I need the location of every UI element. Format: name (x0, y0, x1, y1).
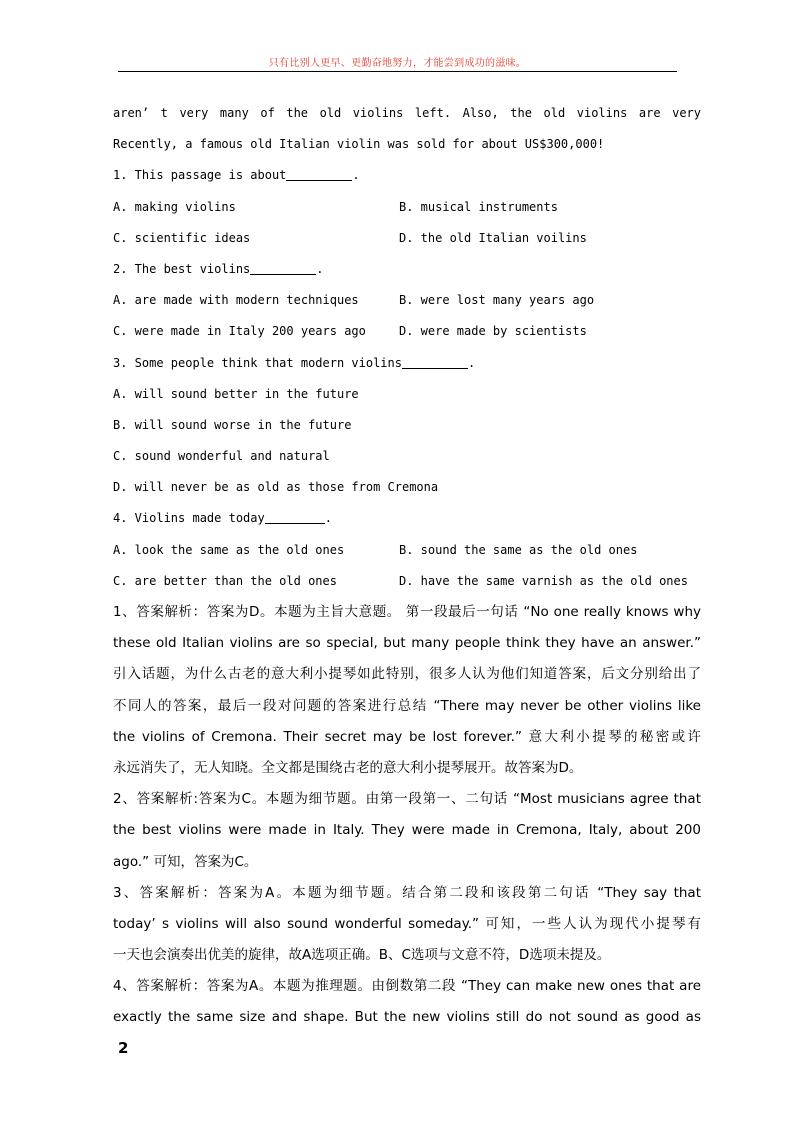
option: B. sound the same as the old ones (399, 542, 638, 557)
header-rule (118, 71, 677, 72)
answer-blank (250, 261, 316, 275)
option: C. sound wonderful and natural (113, 449, 330, 464)
answer-line: 3、答案解析：答案为A。本题为细节题。结合第二段和该段第二句话 “They say that (113, 884, 701, 901)
option: A. look the same as the old ones (113, 542, 345, 557)
answer-line: these old Italian violins are so special, but many people think they have an answer.” (113, 635, 701, 652)
option: C. are better than the old ones (113, 573, 337, 588)
answer-line: 不同人的答案，最后一段对问题的答案进行总结 “There may never be other violins like (113, 697, 701, 714)
answer-line: 1、答案解析：答案为D。本题为主旨大意题。 第一段最后一句话 “No one really knows why (113, 604, 701, 620)
answer-line: the best violins were made in Italy. They were made in Cremona, Italy, about 200 (113, 822, 701, 839)
option: B. will sound worse in the future (113, 417, 352, 432)
option: A. are made with modern techniques (113, 293, 359, 308)
question-stem: 3. Some people think that modern violins . (113, 355, 476, 370)
question-stem: 1. This passage is about . (113, 168, 360, 183)
option: D. were made by scientists (399, 324, 587, 339)
option: B. were lost many years ago (399, 293, 595, 308)
answer-line: 2、答案解析:答案为C。本题为细节题。由第一段第一、二句话 “Most musicians agree that (113, 791, 701, 808)
option-row (113, 225, 701, 256)
header-slogan: 只有比别人更早、更勤奋地努力，才能尝到成功的滋味。 (268, 58, 527, 69)
option: D. have the same varnish as the old ones (399, 573, 688, 588)
option-row (113, 537, 701, 568)
answer-line: 一天也会演奏出优美的旋律，故A选项正确。B、C选项与文意不符，D选项未提及。 (113, 947, 611, 964)
option: D. will never be as old as those from Cremona (113, 480, 439, 495)
option-row (113, 194, 701, 225)
option: D. the old Italian voilins (399, 230, 587, 245)
option-row (113, 287, 701, 318)
option: A. will sound better in the future (113, 386, 359, 401)
question-stem: 4. Violins made today . (113, 511, 332, 526)
option: C. were made in Italy 200 years ago (113, 324, 366, 339)
answer-blank (265, 510, 325, 524)
option-row (113, 318, 701, 349)
option: A. making violins (113, 199, 236, 214)
option-row (113, 568, 701, 599)
answer-blank (286, 167, 352, 181)
page-number: 2 (118, 1039, 129, 1057)
question-stem: 2. The best violins . (113, 261, 324, 276)
option: B. musical instruments (399, 199, 558, 214)
passage-line: aren’ t very many of the old violins left. Also, the old violins are very (113, 106, 701, 120)
answer-line: today’ s violins will also sound wonderful someday.” 可知，一些人认为现代小提琴有 (113, 915, 701, 932)
answer-line: the violins of Cremona. Their secret may be lost forever.” 意大利小提琴的秘密或许 (113, 728, 701, 745)
answer-line: 引入话题，为什么古老的意大利小提琴如此特别，很多人认为他们知道答案，后文分别给出了 (113, 666, 701, 683)
passage-line: Recently, a famous old Italian violin was sold for about US$300,000! (113, 137, 605, 152)
answer-blank (402, 355, 468, 369)
page-body (113, 100, 701, 1036)
answer-line: exactly the same size and shape. But the new violins still do not sound as good as (113, 1009, 701, 1026)
answer-line: 永远消失了，无人知晓。全文都是围绕古老的意大利小提琴展开。故答案为D。 (113, 759, 583, 776)
answer-line: ago.” 可知，答案为C。 (113, 853, 258, 870)
answer-line: 4、答案解析：答案为A。本题为推理题。由倒数第二段 “They can make new ones that are (113, 978, 701, 995)
option: C. scientific ideas (113, 230, 251, 245)
